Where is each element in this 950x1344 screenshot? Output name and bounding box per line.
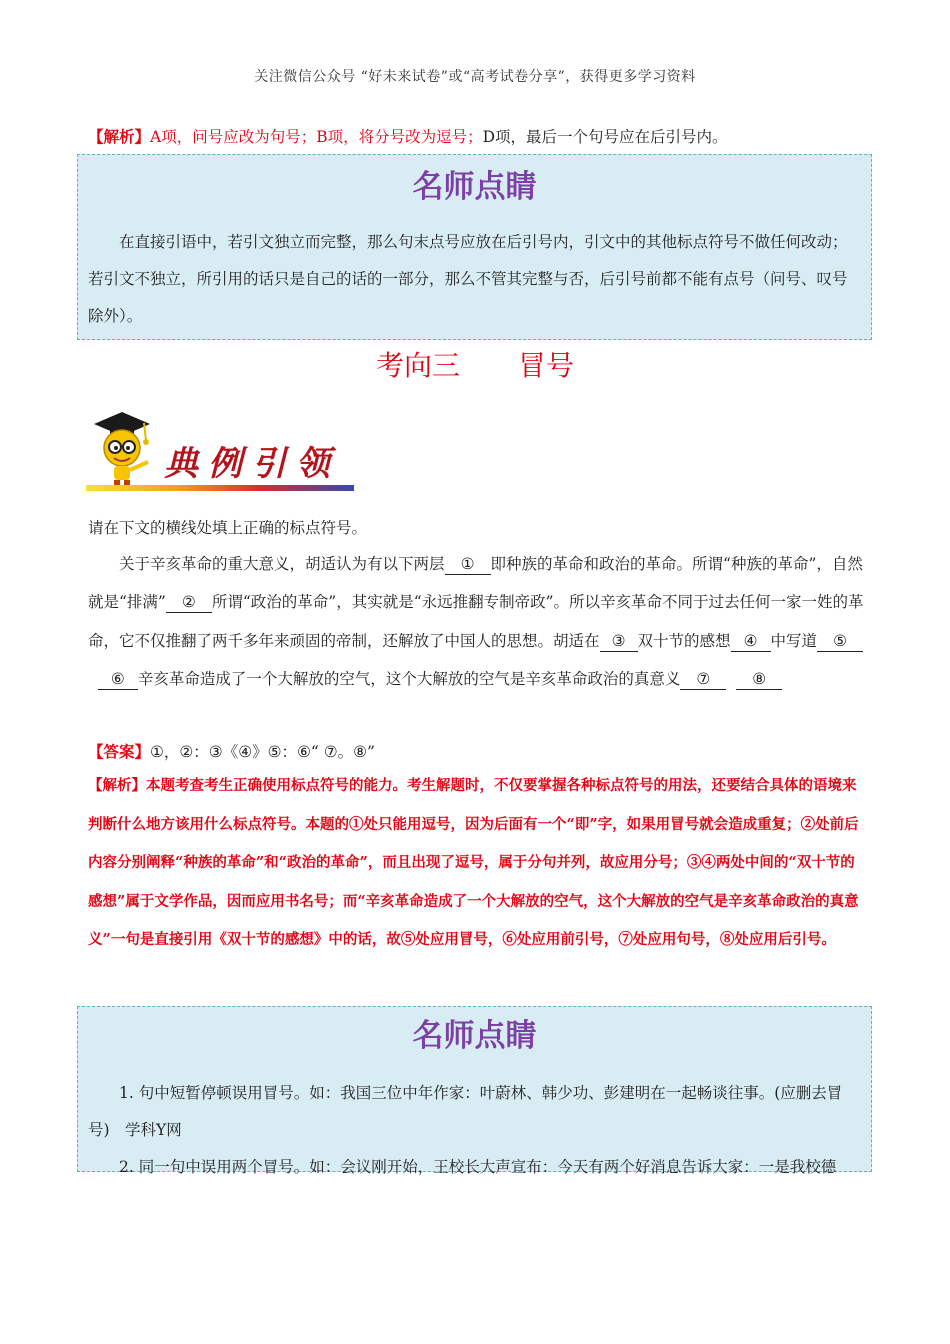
answer-blank[interactable]: ⑧ xyxy=(736,669,782,690)
question-passage xyxy=(88,545,866,699)
cartoon-mascot-icon xyxy=(86,406,176,492)
passage-text: 即种族的革命和政治的革命。所谓“种族的革命”，自然就是“排满” xyxy=(88,555,863,612)
analysis-paragraph-2 xyxy=(88,767,866,960)
teacher-tip-title: 名师点睛 xyxy=(412,1018,537,1054)
analysis-label: 【解析】 xyxy=(88,777,146,794)
teacher-tip-box-1 xyxy=(77,154,872,340)
section-number: 考向三 xyxy=(375,349,460,382)
teacher-tip-title: 名师点睛 xyxy=(412,169,537,205)
analysis-paragraph-1 xyxy=(88,125,866,149)
answer-label: 【答案】 xyxy=(88,742,151,761)
answer-blank[interactable]: ① xyxy=(445,554,491,575)
section-topic: 冒号 xyxy=(518,349,575,382)
answer-blank[interactable]: ⑤ xyxy=(817,631,863,652)
passage-text: 中写道 xyxy=(770,631,818,650)
example-banner-title: 典例引领 xyxy=(164,444,340,484)
teacher-tip-item: 2. 同一句中误用两个冒号。如：会议刚开始，王校长大声宣布：今天有两个好消息告诉大家：一是我校德 xyxy=(119,1158,837,1176)
teacher-tip-text: 在直接引语中，若引文独立而完整，那么句末点号应放在后引号内，引文中的其他标点符号不做任何改动；若引文不独立，所引用的话只是自己的话的一部分，那么不管其完整与否，后引号前都不能有点号（问号、叹号除外）。 xyxy=(88,233,848,325)
teacher-tip-box-2 xyxy=(77,1006,872,1176)
passage-text: 关于辛亥革命的重大意义，胡适认为有以下两层 xyxy=(119,555,445,573)
analysis-label: 【解析】 xyxy=(88,127,151,146)
teacher-tip-item: 1. 句中短暂停顿误用冒号。如：我国三位中年作家：叶蔚林、韩少功、彭建明在一起畅谈往事。(应删去冒号) 学科Y网 xyxy=(88,1084,843,1139)
answer-blank[interactable]: ⑥ xyxy=(98,669,138,690)
analysis-text: D项，最后一个句号应在后引号内。 xyxy=(482,128,728,146)
passage-text: 所谓“政治的革命”，其实就是“永远推翻专制帝政”。所以辛亥革命不同于过去任何一家一姓的革命，它不仅推翻了两千多年来顽固的帝制，还解放了中国人的思想。胡适在 xyxy=(88,593,864,650)
answer-blank[interactable]: ⑦ xyxy=(680,669,726,690)
section-title xyxy=(0,344,950,384)
banner-underline-bar xyxy=(86,485,354,491)
answer-blank[interactable]: ③ xyxy=(600,631,638,652)
question-prompt: 请在下文的横线处填上正确的标点符号。 xyxy=(88,519,368,537)
answer-line xyxy=(88,740,866,764)
page-header-note: 关注微信公众号 “好未来试卷”或“高考试卷分享”，获得更多学习资料 xyxy=(254,69,696,85)
passage-text: 辛亥革命造成了一个大解放的空气，这个大解放的空气是辛亥革命政治的真意义 xyxy=(137,670,681,689)
analysis-text-red: 本题考查考生正确使用标点符号的能力。考生解题时，不仅要掌握各种标点符号的用法，还要结合具体的语境来判断什么地方该用什么标点符号。本题的①处只能用逗号，因为后面有一个“即”字，如果用冒号就会造成重复；②处前后内容分别阐释“种族的革命”和“政治的革命”，而且出现了逗号，属于分句并列，故应用分号；③④两处中间的“双十节的感想”属于文学作品，因而应用书名号；而“辛亥革命造成了一个大解放的空气，这个大解放的空气是辛亥革命政治的真意义”一句是直接引用《双十节的感想》中的话，故⑤处应用冒号，⑥处应用前引号，⑦处应用句号，⑧处应用后引号。 xyxy=(88,777,859,948)
example-banner xyxy=(86,406,356,492)
answer-blank[interactable]: ② xyxy=(166,592,212,613)
analysis-text-red: A项，问号应改为句号；B项，将分号改为逗号； xyxy=(150,128,483,146)
passage-text: 双十节的感想 xyxy=(637,631,731,650)
answer-blank[interactable]: ④ xyxy=(731,631,771,652)
answer-text: ①，②：③《④》⑤：⑥“ ⑦。⑧” xyxy=(150,743,375,761)
